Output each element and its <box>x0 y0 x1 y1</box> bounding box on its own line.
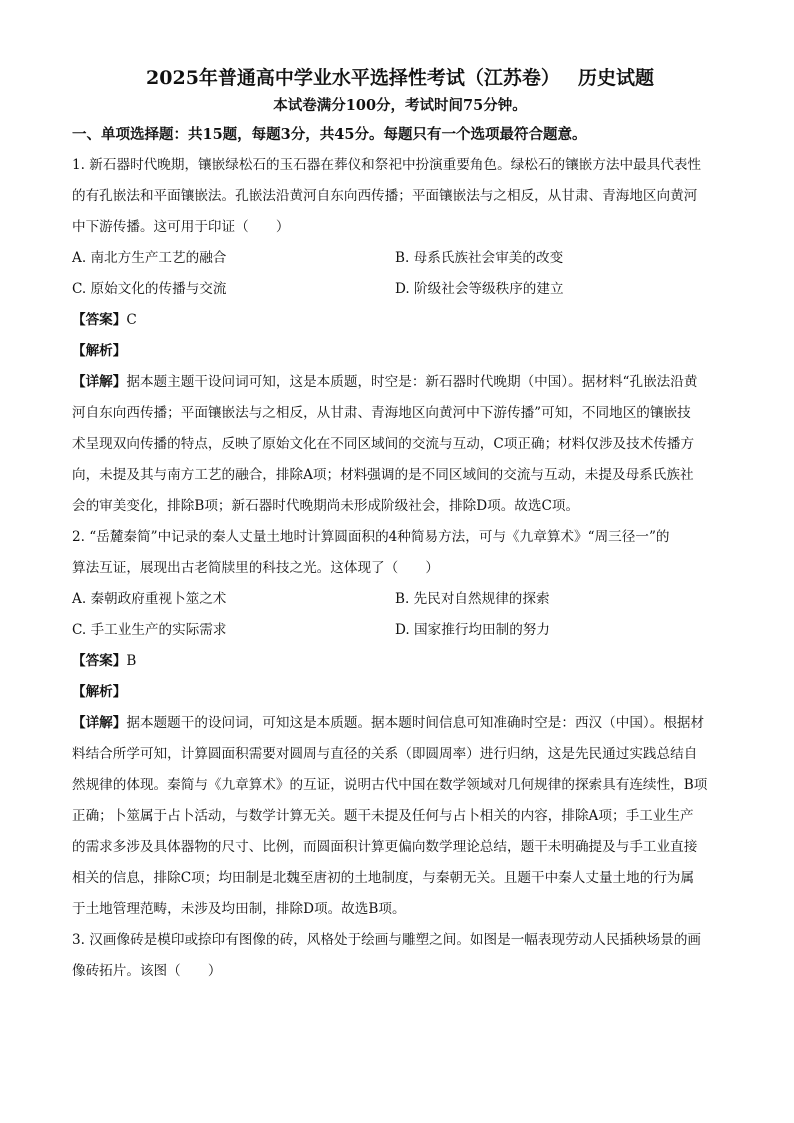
question-3 <box>72 925 728 987</box>
question-1-analysis-label <box>72 336 728 367</box>
question-2-detail-line-2: 料结合所学可知，计算圆面积需要对圆周与直径的关系（即圆周率）进行归纳，这是先民通过实践总结自 <box>72 746 698 762</box>
exam-info: 本试卷满分100分，考试时间75分钟。 <box>273 97 527 114</box>
question-2-option-d: D. 国家推行均田制的努力 <box>395 622 550 638</box>
question-2-detail-line-3: 然规律的体现。秦简与《九章算术》的互证，说明古代中国在数学领域对几何规律的探索具有连续性，B项 <box>72 777 708 793</box>
question-2-detail-line-6: 相关的信息，排除C项；均田制是北魏至唐初的土地制度，与秦朝无关。且题干中秦人丈量土地的行为属 <box>72 870 695 886</box>
question-2-option-a: A. 秦朝政府重视卜筮之术 <box>72 591 227 607</box>
question-1-line-2: 的有孔嵌法和平面镶嵌法。孔嵌法沿黄河自东向西传播；平面镶嵌法与之相反，从甘肃、青海地区向黄河 <box>72 188 698 204</box>
question-1-detail-line-2: 河自东向西传播；平面镶嵌法与之相反，从甘肃、青海地区向黄河中下游传播”可知，不同地区的镶嵌技 <box>72 405 691 421</box>
question-2-option-c: C. 手工业生产的实际需求 <box>72 622 227 638</box>
question-2-analysis-label <box>72 677 728 708</box>
page-title <box>72 64 728 92</box>
question-1-option-d: D. 阶级社会等级秩序的建立 <box>395 281 564 297</box>
title-subject: 历史试题 <box>577 67 654 89</box>
analysis-label: 【解析】 <box>72 343 127 359</box>
question-2 <box>72 522 728 925</box>
detail-label: 【详解】 <box>72 374 127 390</box>
question-2-detail-line-5: 的需求多涉及具体器物的尺寸、比例，而圆面积计算更偏向数学理论总结，题干未明确提及与手工业直接 <box>72 839 698 855</box>
question-2-line-1: 2. “岳麓秦简”中记录的秦人丈量土地时计算圆面积的4种简易方法，可与《九章算术》“周三径一”的 <box>72 529 670 545</box>
question-2-options <box>72 584 728 646</box>
question-2-detail-line-7: 于土地管理范畴，未涉及均田制，排除D项。故选B项。 <box>72 901 406 917</box>
question-1-detail-line-1 <box>72 367 728 398</box>
question-1-detail-line-3: 术呈现双向传播的特点，反映了原始文化在不同区域间的交流与互动，C项正确；材料仅涉及技术传播方 <box>72 436 695 452</box>
question-1-option-b: B. 母系氏族社会审美的改变 <box>395 250 564 266</box>
analysis-label: 【解析】 <box>72 684 127 700</box>
question-1-option-c: C. 原始文化的传播与交流 <box>72 281 227 297</box>
answer-label: 【答案】 <box>72 653 127 669</box>
question-1-line-1: 1. 新石器时代晚期，镶嵌绿松石的玉石器在葬仪和祭祀中扮演重要角色。绿松石的镶嵌方法中最具代表性 <box>72 157 702 173</box>
question-2-detail-line-1 <box>72 708 728 739</box>
question-1-detail-line-4: 向，未提及其与南方工艺的融合，排除A项；材料强调的是不同区域间的交流与互动，未提及母系氏族社 <box>72 467 694 483</box>
question-2-detail-line-4: 正确；卜筮属于占卜活动，与数学计算无关。题干未提及任何与占卜相关的内容，排除A项；手工业生产 <box>72 808 694 824</box>
answer-value: B <box>126 653 137 669</box>
question-3-line-1: 3. 汉画像砖是模印或捺印有图像的砖，风格处于绘画与雕塑之间。如图是一幅表现劳动人民插秧场景的画 <box>72 932 702 948</box>
question-1-answer <box>72 305 728 336</box>
title-main: 2025年普通高中学业水平选择性考试（江苏卷） <box>146 67 560 89</box>
question-1 <box>72 150 728 522</box>
answer-value: C <box>126 312 137 328</box>
question-3-line-2: 像砖拓片。该图（ ） <box>72 963 222 979</box>
question-2-line-2: 算法互证，展现出古老简牍里的科技之光。这体现了（ ） <box>72 560 440 576</box>
answer-label: 【答案】 <box>72 312 127 328</box>
question-1-detail-line-5: 会的审美变化，排除B项；新石器时代晚期尚未形成阶级社会，排除D项。故选C项。 <box>72 498 580 514</box>
question-2-option-b: B. 先民对自然规律的探索 <box>395 591 550 607</box>
question-2-answer <box>72 646 728 677</box>
question-1-option-a: A. 南北方生产工艺的融合 <box>72 250 227 266</box>
question-1-options <box>72 243 728 305</box>
detail-label: 【详解】 <box>72 715 127 731</box>
question-1-line-3: 中下游传播。这可用于印证（ ） <box>72 219 290 235</box>
detail-text: 据本题题干的设问词，可知这是本质题。据本题时间信息可知准确时空是：西汉（中国）。根据材 <box>126 715 705 731</box>
detail-text: 据本题主题干设问词可知，这是本质题，时空是：新石器时代晚期（中国）。据材料“孔嵌法沿黄 <box>126 374 698 390</box>
section-heading: 一、单项选择题：共15题，每题3分，共45分。每题只有一个选项最符合题意。 <box>72 126 587 143</box>
